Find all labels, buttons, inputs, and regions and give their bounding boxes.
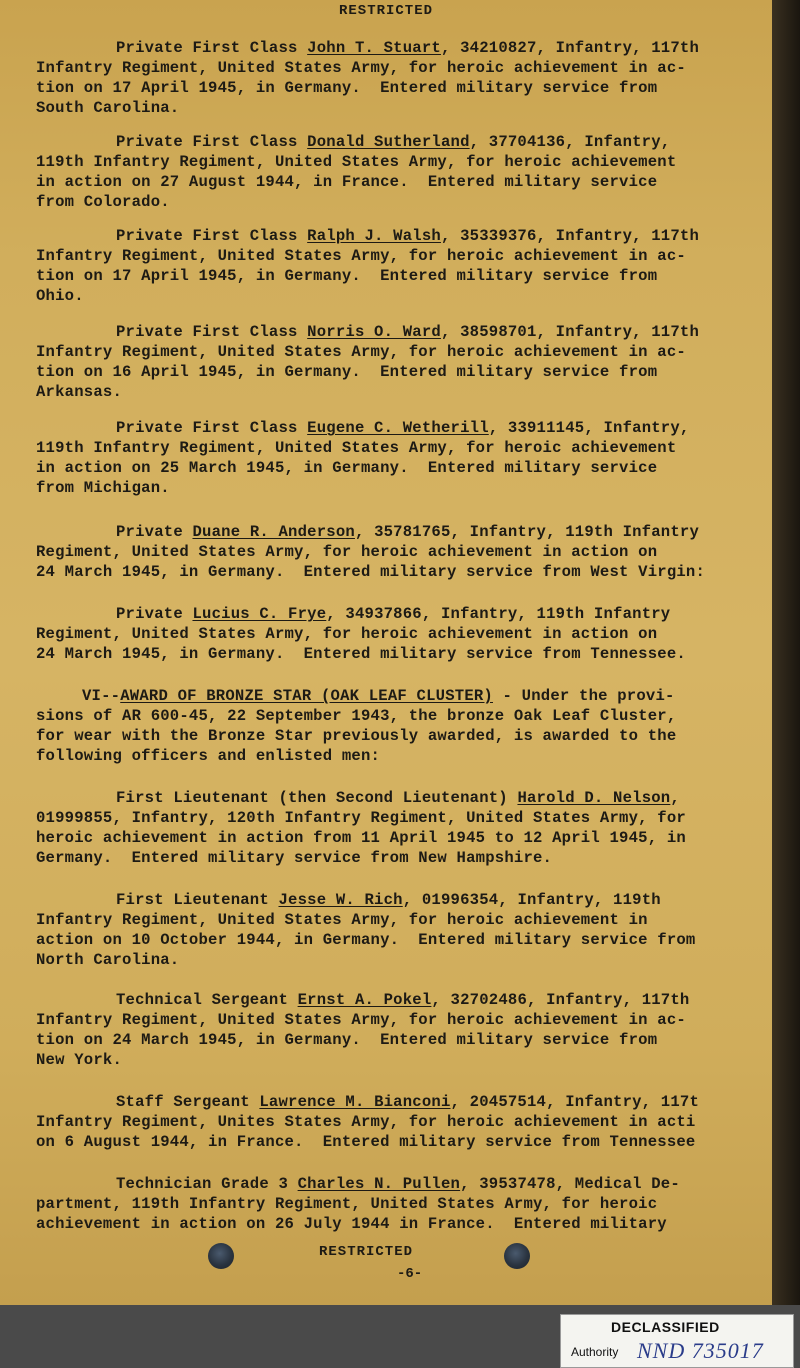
paragraph-line: Private Lucius C. Frye, 34937866, Infantry, 119th Infantry [116, 605, 671, 623]
paragraph-line: sions of AR 600-45, 22 September 1943, the bronze Oak Leaf Cluster, [36, 707, 677, 725]
paragraph-line: Regiment, United States Army, for heroic achievement in action on [36, 625, 658, 643]
award-paragraph [36, 686, 764, 766]
award-paragraph [36, 604, 764, 664]
paragraph-line: South Carolina. [36, 99, 180, 117]
binder-hole-left [208, 1243, 234, 1269]
underlined-name: Duane R. Anderson [192, 523, 355, 541]
paragraph-line: tion on 17 April 1945, in Germany. Entered military service from [36, 79, 658, 97]
award-paragraph [36, 522, 764, 582]
underlined-name: Lawrence M. Bianconi [259, 1093, 451, 1111]
underlined-name: Ernst A. Pokel [297, 991, 432, 1009]
paragraph-line: on 6 August 1944, in France. Entered military service from Tennessee [36, 1133, 696, 1151]
stamp-authority-label: Authority [571, 1345, 619, 1359]
paragraph-line: Technical Sergeant Ernst A. Pokel, 32702486, Infantry, 117th [116, 991, 690, 1009]
paragraph-line: Ohio. [36, 287, 84, 305]
underlined-name: John T. Stuart [307, 39, 441, 57]
paragraph-line: heroic achievement in action from 11 April 1945 to 12 April 1945, in [36, 829, 686, 847]
page-number: -6- [397, 1266, 423, 1282]
paragraph-line: Arkansas. [36, 383, 123, 401]
paragraph-line: Infantry Regiment, United States Army, for heroic achievement in ac- [36, 343, 686, 361]
binder-hole-right [504, 1243, 530, 1269]
paragraph-line: 119th Infantry Regiment, United States Army, for heroic achievement [36, 153, 677, 171]
paragraph-line: for wear with the Bronze Star previously awarded, is awarded to the [36, 727, 677, 745]
paragraph-line: Regiment, United States Army, for heroic achievement in action on [36, 543, 658, 561]
paragraph-line: partment, 119th Infantry Regiment, United States Army, for heroic [36, 1195, 658, 1213]
paragraph-line: Staff Sergeant Lawrence M. Bianconi, 20457514, Infantry, 117t [116, 1093, 700, 1111]
underlined-name: AWARD OF BRONZE STAR (OAK LEAF CLUSTER) [120, 687, 493, 705]
paragraph-line: following officers and enlisted men: [36, 747, 381, 765]
paragraph-line: Infantry Regiment, United States Army, for heroic achievement in ac- [36, 1011, 686, 1029]
paragraph-line: Infantry Regiment, United States Army, for heroic achievement in [36, 911, 648, 929]
stamp-title: DECLASSIFIED [611, 1319, 720, 1335]
award-paragraph [36, 788, 764, 868]
paragraph-line: action on 10 October 1944, in Germany. Entered military service from [36, 931, 696, 949]
award-paragraph [36, 1174, 764, 1234]
paragraph-line: in action on 27 August 1944, in France. Entered military service [36, 173, 658, 191]
award-paragraph [36, 322, 764, 402]
paragraph-line: North Carolina. [36, 951, 180, 969]
declassified-stamp [560, 1314, 794, 1368]
award-paragraph [36, 990, 764, 1070]
paragraph-line: tion on 24 March 1945, in Germany. Entered military service from [36, 1031, 658, 1049]
award-paragraph [36, 418, 764, 498]
award-paragraph [36, 890, 764, 970]
award-paragraph [36, 226, 764, 306]
paragraph-line: in action on 25 March 1945, in Germany. Entered military service [36, 459, 658, 477]
stamp-authority-number: NND 735017 [637, 1338, 764, 1363]
underlined-name: Donald Sutherland [307, 133, 470, 151]
paragraph-line: Infantry Regiment, Unites States Army, for heroic achievement in acti [36, 1113, 696, 1131]
underlined-name: Harold D. Nelson [517, 789, 671, 807]
paragraph-line: Private First Class Donald Sutherland, 37704136, Infantry, [116, 133, 671, 151]
underlined-name: Jesse W. Rich [278, 891, 403, 909]
underlined-name: Eugene C. Wetherill [307, 419, 489, 437]
paragraph-line: Private Duane R. Anderson, 35781765, Infantry, 119th Infantry [116, 523, 700, 541]
paragraph-line: 01999855, Infantry, 120th Infantry Regiment, United States Army, for [36, 809, 686, 827]
underlined-name: Norris O. Ward [307, 323, 441, 341]
paragraph-line: tion on 17 April 1945, in Germany. Entered military service from [36, 267, 658, 285]
footer-restricted: RESTRICTED [318, 1244, 413, 1260]
paragraph-line: Technician Grade 3 Charles N. Pullen, 39537478, Medical De- [116, 1175, 680, 1193]
paragraph-line: New York. [36, 1051, 123, 1069]
underlined-name: Charles N. Pullen [297, 1175, 461, 1193]
paragraph-line: achievement in action on 26 July 1944 in France. Entered military [36, 1215, 667, 1233]
underlined-name: Ralph J. Walsh [307, 227, 441, 245]
paragraph-line: First Lieutenant Jesse W. Rich, 01996354, Infantry, 119th [116, 891, 661, 909]
paragraph-line: Germany. Entered military service from New Hampshire. [36, 849, 553, 867]
paragraph-line: Private First Class Ralph J. Walsh, 35339376, Infantry, 117th [116, 227, 700, 245]
paragraph-line: 119th Infantry Regiment, United States Army, for heroic achievement [36, 439, 677, 457]
paragraph-line: from Michigan. [36, 479, 170, 497]
paragraph-line: 24 March 1945, in Germany. Entered military service from Tennessee. [36, 645, 686, 663]
paragraph-line: First Lieutenant (then Second Lieutenant) Harold D. Nelson, [116, 789, 680, 807]
paragraph-line: from Colorado. [36, 193, 170, 211]
paragraph-line: tion on 16 April 1945, in Germany. Entered military service from [36, 363, 658, 381]
page-edge-shadow [772, 0, 800, 1368]
award-paragraph [36, 38, 764, 118]
paragraph-line: 24 March 1945, in Germany. Entered military service from West Virgin: [36, 563, 706, 581]
paragraph-line: Private First Class Eugene C. Wetherill, 33911145, Infantry, [116, 419, 690, 437]
paragraph-line: VI--AWARD OF BRONZE STAR (OAK LEAF CLUSTER) - Under the provi- [82, 687, 675, 705]
award-paragraph [36, 1092, 764, 1152]
paragraph-line: Infantry Regiment, United States Army, for heroic achievement in ac- [36, 59, 686, 77]
award-paragraph [36, 132, 764, 212]
paragraph-line: Private First Class John T. Stuart, 34210827, Infantry, 117th [116, 39, 700, 57]
paragraph-line: Infantry Regiment, United States Army, for heroic achievement in ac- [36, 247, 686, 265]
paragraph-line: Private First Class Norris O. Ward, 38598701, Infantry, 117th [116, 323, 700, 341]
underlined-name: Lucius C. Frye [192, 605, 327, 623]
header-restricted: RESTRICTED [338, 3, 433, 19]
